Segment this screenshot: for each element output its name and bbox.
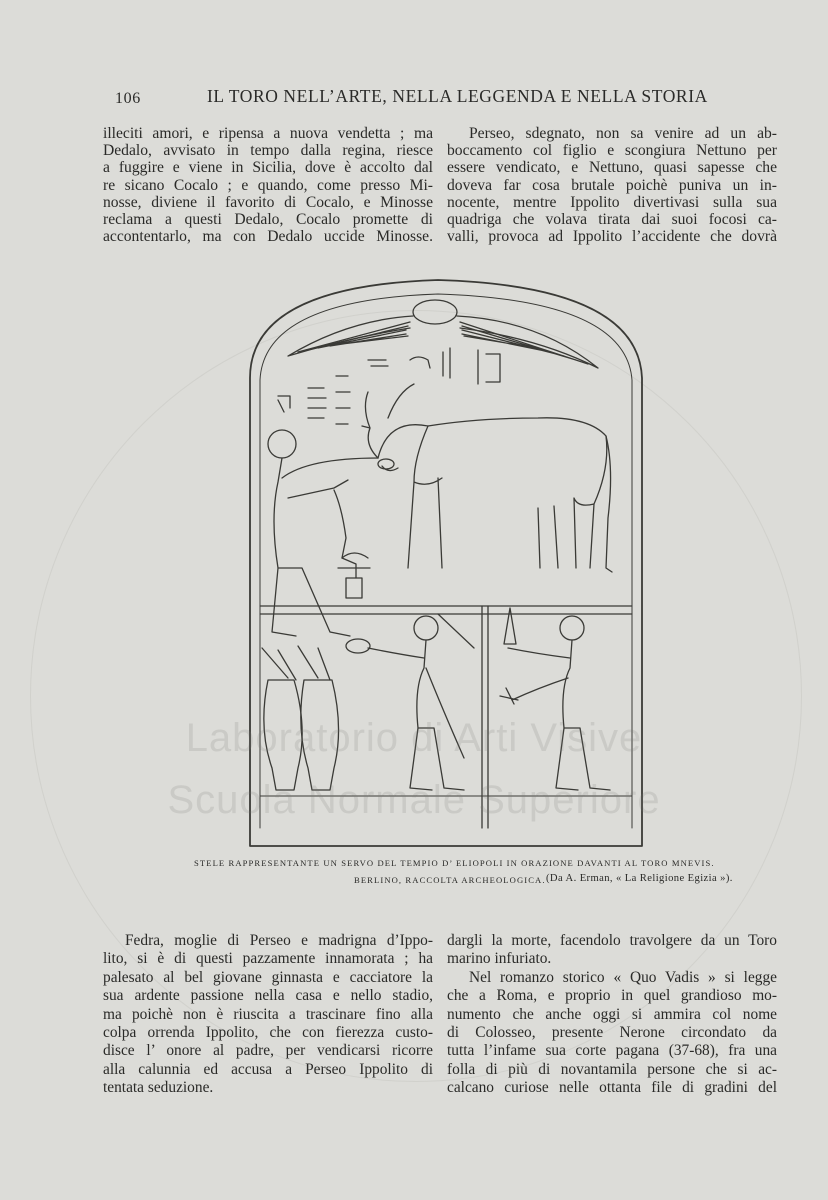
text-line: folla di più di novantamila persone che si ac-	[447, 1060, 777, 1078]
text-line: tutta l’infame sua corte pagana (37-68), fra una	[447, 1042, 777, 1060]
text-line: boccamento col figlio e scongiura Nettuno per	[447, 142, 777, 160]
text-line: numento che anche oggi si ammira col nome	[447, 1005, 777, 1023]
text-line: sua ardente passione nella casa e nello stadio,	[103, 987, 433, 1005]
text-line: disce l’ onore al padre, per vendicarsi ricorre	[103, 1042, 433, 1060]
text-line: palesato al bel giovane ginnasta e cacciatore la	[103, 968, 433, 986]
text-line: reclama a questi Dedalo, Cocalo promette di	[103, 211, 433, 229]
text-line: dargli la morte, facendolo travolgere da un Toro	[447, 932, 777, 949]
text-line: doveva far cosa brutale poichè puniva un in-	[447, 176, 777, 194]
text-line: ma poichè non è riuscita a trascinare fino alla	[103, 1005, 433, 1023]
text-line: marino infuriato.	[447, 950, 552, 968]
text-line: Dedalo, avvisato in tempo dalla regina, riesce	[103, 142, 433, 160]
page-number: 106	[115, 90, 141, 107]
bottom-right-column	[447, 932, 777, 1098]
text-line: re sicano Cocalo ; e quando, come presso Mi-	[103, 176, 433, 194]
text-line: lito, si è di questi pazzamente innamorata ; ha	[103, 950, 433, 968]
text-line: Perseo, sdegnato, non sa venire ad un ab-	[469, 125, 777, 142]
text-line: Nel romanzo storico « Quo Vadis » si legge	[469, 968, 777, 986]
text-line: essere vendicato, e Nettuno, quasi sapesse che	[447, 159, 777, 177]
caption-location: BERLINO, RACCOLTA ARCHEOLOGICA.	[354, 875, 546, 885]
text-line: che a Roma, e proprio in quel grandioso mo-	[447, 987, 777, 1005]
text-line: Fedra, moglie di Perseo e madrigna d’Ippo-	[125, 932, 433, 949]
text-line: di Colosseo, presente Nerone circondato da	[447, 1024, 777, 1042]
text-line: illeciti amori, e ripensa a nuova vendetta ; ma	[103, 125, 433, 142]
caption-source: (Da A. Erman, « La Religione Egizia »).	[546, 873, 733, 884]
text-line: accontentarlo, ma con Dedalo uccide Minosse.	[103, 228, 433, 246]
text-line: calcano curiose nelle ottanta file di gradini del	[447, 1079, 777, 1097]
running-title: IL TORO NELL’ARTE, NELLA LEGGENDA E NELLA STORIA	[207, 86, 708, 106]
text-line: colpa orrenda Ippolito, che con fierezza custo-	[103, 1024, 433, 1042]
text-line: alla calunnia ed accusa a Perseo Ippolito di	[103, 1060, 433, 1078]
text-line: valli, provoca ad Ippolito l’accidente che dovrà	[447, 228, 777, 246]
top-right-column	[447, 125, 777, 245]
text-line: quadriga che volava tirata dai suoi focosi ca-	[447, 211, 777, 229]
top-left-column	[103, 125, 433, 245]
stele-illustration	[238, 268, 658, 848]
bottom-left-column	[103, 932, 433, 1098]
watermark-line-2: Scuola Normale Superiore	[167, 778, 661, 822]
text-line: nosse, diviene il favorito di Cocalo, e Minosse	[103, 193, 433, 211]
text-line: tentata seduzione.	[103, 1079, 214, 1097]
caption-title: STELE RAPPRESENTANTE UN SERVO DEL TEMPIO D’ ELIOPOLI IN ORAZIONE DAVANTI AL TORO MNEVIS.	[194, 858, 715, 868]
text-line: a fuggire e viene in Sicilia, dove è accolto dal	[103, 159, 433, 177]
text-line: nocente, mentre Ippolito divertivasi sulla sua	[447, 193, 777, 211]
watermark-line-1: Laboratorio di Arti Visive	[185, 716, 643, 760]
